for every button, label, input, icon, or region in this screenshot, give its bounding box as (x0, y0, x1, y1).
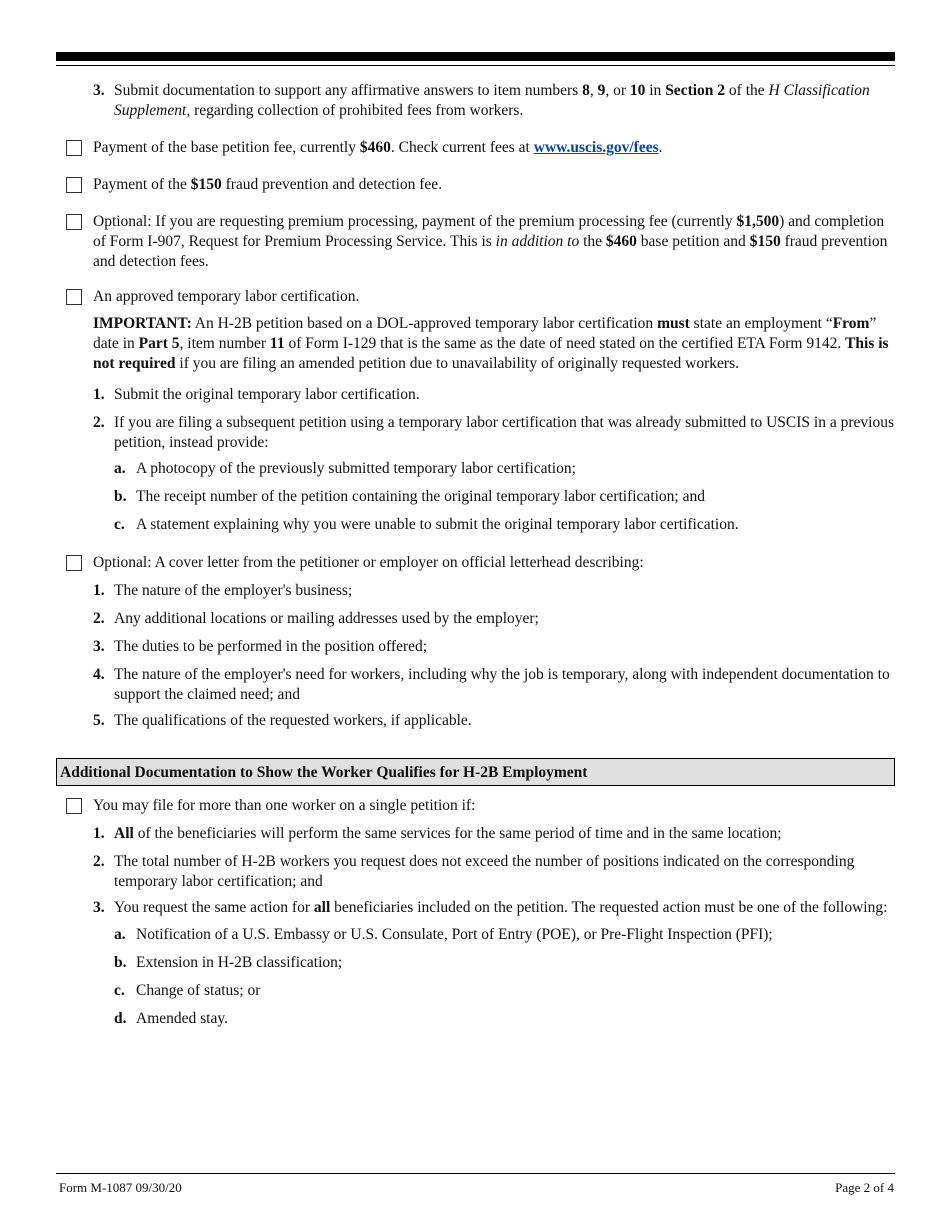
checkbox[interactable] (66, 140, 82, 156)
item-number: 1. (93, 386, 105, 403)
text: must (657, 315, 690, 332)
list-subitem (56, 953, 895, 973)
text: Submit the original temporary labor certification. (114, 386, 420, 403)
text: 8 (582, 82, 590, 99)
text: all (313, 899, 331, 916)
checkbox[interactable] (66, 798, 82, 814)
text: Section 2 (665, 82, 726, 99)
text: of Form I-129 that is the same as the date of need stated on the certified ETA Form 9142. (284, 335, 846, 352)
list-item (56, 385, 895, 405)
item-letter: b. (114, 954, 127, 971)
checklist-item-multiple-workers (56, 796, 895, 816)
text: Part 5 (138, 335, 180, 352)
checkbox[interactable] (66, 214, 82, 230)
item-letter: c. (114, 516, 125, 533)
text: You request the same action for (114, 899, 314, 916)
text: The duties to be performed in the position offered; (114, 638, 428, 655)
item-letter: a. (114, 926, 126, 943)
list-subitem (56, 459, 895, 479)
item-number: 2. (93, 853, 105, 870)
text: . (658, 139, 663, 156)
text: The nature of the employer's need for workers, including why the job is temporary, along with independent documentation to support the claimed need; and (114, 666, 890, 703)
checklist-item-base-fee (56, 138, 895, 158)
item-number: 1. (93, 825, 105, 842)
text: Optional: A cover letter from the petitioner or employer on official letterhead describing: (93, 554, 644, 571)
list-subitem (56, 925, 895, 945)
checkbox[interactable] (66, 289, 82, 305)
item-letter: a. (114, 460, 126, 477)
checklist-item-labor-cert (56, 287, 895, 307)
text: You may file for more than one worker on a single petition if: (93, 797, 476, 814)
item-number: 2. (93, 610, 105, 627)
list-subitem (56, 981, 895, 1001)
text: The total number of H-2B workers you request does not exceed the number of positions indicated on the corresponding temporary labor certification; and (114, 853, 855, 890)
item-number: 3. (93, 82, 105, 99)
list-item (56, 898, 895, 918)
important-note (56, 314, 895, 374)
list-item (56, 81, 895, 121)
text: A photocopy of the previously submitted temporary labor certification; (136, 460, 576, 477)
item-letter: b. (114, 488, 127, 505)
form-id: Form M-1087 09/30/20 (59, 1180, 182, 1195)
text: 11 (269, 335, 285, 352)
fees-link[interactable]: www.uscis.gov/fees (533, 139, 659, 156)
checkbox[interactable] (66, 555, 82, 571)
text: From (832, 315, 870, 332)
text: of the (725, 82, 769, 99)
list-subitem (56, 1009, 895, 1029)
text: The receipt number of the petition containing the original temporary labor certification; and (136, 488, 705, 505)
text: Notification of a U.S. Embassy or U.S. Consulate, Port of Entry (POE), or Pre-Flight Inspection (PFI); (136, 926, 773, 943)
text: beneficiaries included on the petition. The requested action must be one of the following: (330, 899, 888, 916)
list-item (56, 609, 895, 629)
item-number: 1. (93, 582, 105, 599)
list-item (56, 637, 895, 657)
text: All (114, 825, 134, 842)
text: The qualifications of the requested workers, if applicable. (114, 712, 472, 729)
page-content (56, 81, 895, 1029)
text: base petition and (636, 233, 750, 250)
text: The nature of the employer's business; (114, 582, 353, 599)
text: Any additional locations or mailing addresses used by the employer; (114, 610, 539, 627)
list-item (56, 824, 895, 844)
item-number: 3. (93, 899, 105, 916)
text: Payment of the (93, 176, 191, 193)
text: . Check current fees at (390, 139, 534, 156)
text: fraud prevention and detection fee. (221, 176, 443, 193)
text: $150 (190, 176, 222, 193)
text: If you are filing a subsequent petition using a temporary labor certification that was already submitted to USCIS in a previous petition, instead provide: (114, 414, 894, 451)
header-rule-thin (56, 65, 895, 66)
list-item (56, 711, 895, 731)
text: ) and completion of Form I-907, Request for Premium Processing Service. This is (93, 213, 885, 250)
item-letter: c. (114, 982, 125, 999)
text: the (579, 233, 606, 250)
text: Amended stay. (136, 1010, 228, 1027)
text: $460 (605, 233, 637, 250)
footer-rule (56, 1173, 895, 1174)
item-number: 4. (93, 666, 105, 683)
item-letter: d. (114, 1010, 127, 1027)
text: of the beneficiaries will perform the same services for the same period of time and in the same location; (133, 825, 782, 842)
text: in (645, 82, 666, 99)
list-subitem (56, 515, 895, 535)
text: , item number (179, 335, 270, 352)
text: Change of status; or (136, 982, 261, 999)
text: 10 (629, 82, 646, 99)
text: $460 (359, 139, 391, 156)
text: regarding collection of prohibited fees from workers. (190, 102, 524, 119)
list-item (56, 852, 895, 892)
list-item (56, 413, 895, 453)
page-number: Page 2 of 4 (835, 1180, 894, 1195)
item-number: 5. (93, 712, 105, 729)
checkbox[interactable] (66, 177, 82, 193)
text: $1,500 (736, 213, 780, 230)
text: state an employment “ (689, 315, 833, 332)
checklist-item-premium (56, 212, 895, 272)
text: in addition to (495, 233, 580, 250)
text: An H-2B petition based on a DOL-approved temporary labor certification (191, 315, 658, 332)
text: A statement explaining why you were unable to submit the original temporary labor certification. (136, 516, 739, 533)
text: fraud prevention and detection fees. (93, 233, 888, 270)
item-number: 2. (93, 414, 105, 431)
text: $150 (749, 233, 781, 250)
text: , or (605, 82, 630, 99)
list-item (56, 665, 895, 705)
header-rule-thick (56, 52, 895, 61)
text: Submit documentation to support any affirmative answers to item numbers (114, 82, 583, 99)
text: An approved temporary labor certification. (93, 288, 360, 305)
text: H Classification Supplement, (114, 82, 870, 119)
text: Extension in H-2B classification; (136, 954, 343, 971)
item-number: 3. (93, 638, 105, 655)
text: Optional: If you are requesting premium processing, payment of the premium processing fee (currently (93, 213, 737, 230)
section-header: Additional Documentation to Show the Worker Qualifies for H-2B Employment (56, 758, 895, 786)
text: 9 (597, 82, 606, 99)
list-item (56, 581, 895, 601)
checklist-item-fraud-fee (56, 175, 895, 195)
text: This is not required (93, 335, 889, 372)
list-subitem (56, 487, 895, 507)
text: , (589, 82, 598, 99)
text: ” date in (93, 315, 877, 352)
checklist-item-cover-letter (56, 553, 895, 573)
text: IMPORTANT: (93, 315, 192, 332)
text: Payment of the base petition fee, currently (93, 139, 360, 156)
text: if you are filing an amended petition due to unavailability of originally requested workers. (175, 355, 739, 372)
